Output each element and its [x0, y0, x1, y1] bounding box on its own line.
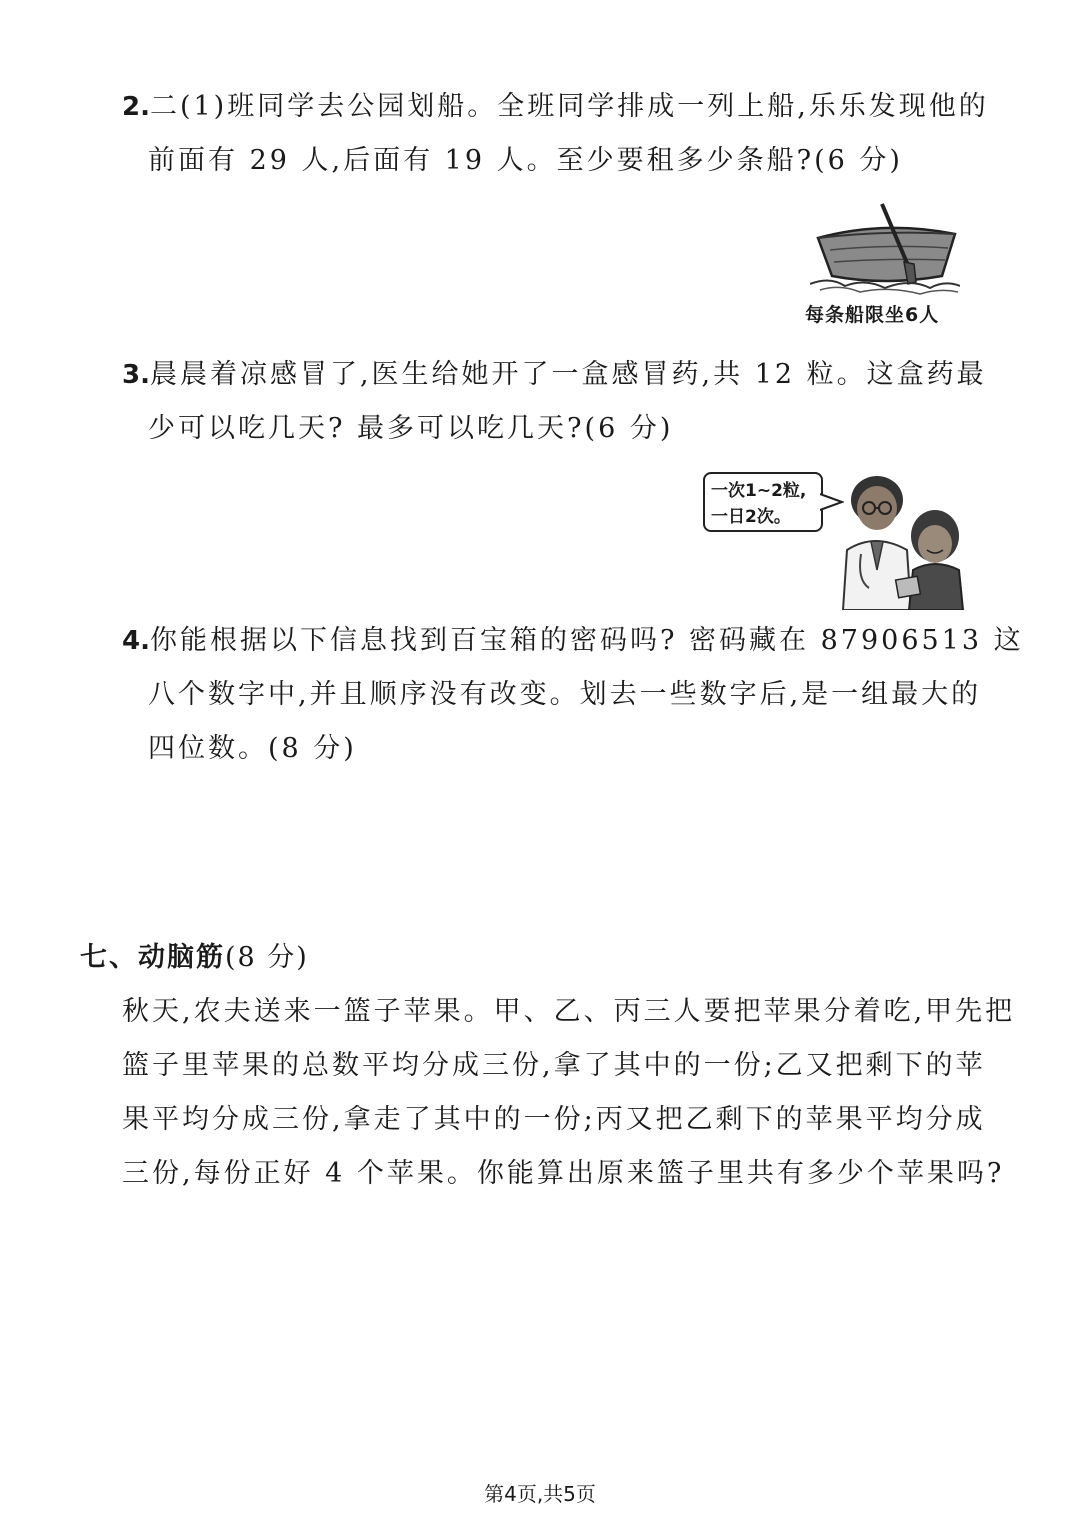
doctor-child-illustration	[835, 470, 975, 610]
boat-caption: 每条船限坐6人	[805, 304, 940, 326]
paragraph-line: 篮子里苹果的总数平均分成三份,拿了其中的一份;乙又把剩下的苹	[122, 1050, 986, 1081]
page-footer: 第4页,共5页	[484, 1482, 596, 1506]
boat-illustration	[810, 200, 960, 300]
speech-bubble	[703, 472, 823, 532]
question-3	[122, 348, 987, 456]
question-2	[122, 80, 989, 188]
question-text: 四位数。(8 分)	[148, 733, 357, 764]
section-points: (8 分)	[225, 942, 309, 973]
section-paragraph	[122, 985, 1015, 1201]
paragraph-line: 秋天,农夫送来一篮子苹果。甲、乙、丙三人要把苹果分着吃,甲先把	[122, 996, 1016, 1027]
question-text: 八个数字中,并且顺序没有改变。划去一些数字后,是一组最大的	[148, 679, 982, 710]
question-number: 2.	[122, 92, 150, 122]
speech-line-1: 一次1~2粒,	[711, 481, 807, 501]
question-text: 二(1)班同学去公园划船。全班同学排成一列上船,乐乐发现他的	[149, 91, 989, 122]
paragraph-line: 三份,每份正好 4 个苹果。你能算出原来篮子里共有多少个苹果吗?	[122, 1158, 1005, 1189]
question-text: 你能根据以下信息找到百宝箱的密码吗? 密码藏在 87906513 这	[149, 625, 1024, 656]
question-text: 前面有 29 人,后面有 19 人。至少要租多少条船?(6 分)	[148, 145, 903, 176]
paragraph-line: 果平均分成三份,拿走了其中的一份;丙又把乙剩下的苹果平均分成	[122, 1104, 986, 1135]
question-number: 3.	[122, 360, 150, 390]
question-text: 晨晨着凉感冒了,医生给她开了一盒感冒药,共 12 粒。这盒药最	[149, 359, 987, 390]
section-title: 七、动脑筋	[80, 942, 225, 973]
question-4	[122, 614, 1024, 776]
question-number: 4.	[122, 626, 150, 656]
section-heading	[80, 935, 309, 974]
speech-line-2: 一日2次。	[711, 507, 791, 527]
question-text: 少可以吃几天? 最多可以吃几天?(6 分)	[148, 413, 674, 444]
